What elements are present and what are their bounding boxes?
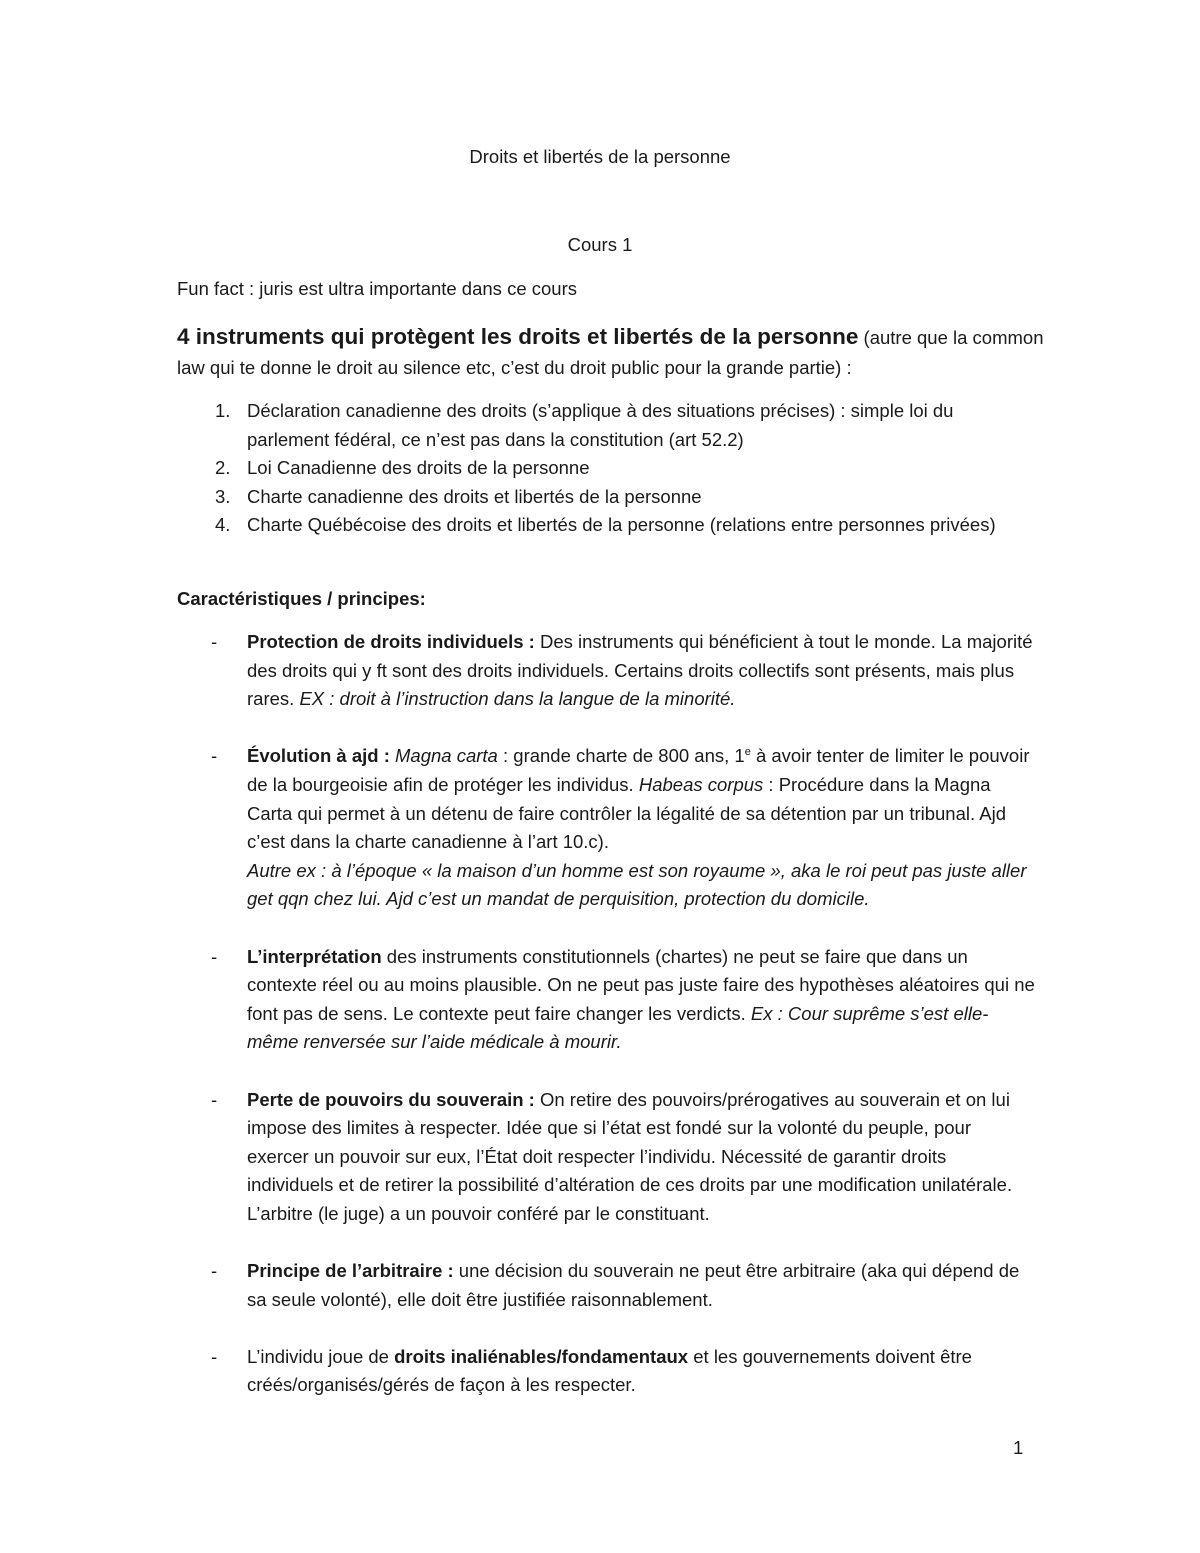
principle-title: Perte de pouvoirs du souverain :	[247, 1088, 535, 1110]
principle-text: : Procédure dans la Magna Carta qui permet à un détenu de faire contrôler la légalité de sa détention par un tribunal. Ajd c’est dans la charte canadienne à l’art 10.c).	[247, 773, 1006, 853]
principles-list	[177, 628, 1037, 1400]
principle-individual	[177, 1343, 1037, 1400]
principle-text: L’individu joue de	[247, 1345, 395, 1367]
instruments-list	[177, 397, 997, 540]
principle-title: Principe de l’arbitraire :	[247, 1260, 454, 1282]
list-number: 4.	[215, 514, 231, 536]
dash-bullet: -	[211, 1260, 218, 1282]
characteristics-heading: Caractéristiques / principes:	[177, 588, 426, 609]
list-item-text: Déclaration canadienne des droits (s’applique à des situations précises) : simple loi du parlement fédéral, ce n’est pas dans la constitution (art 52.2)	[247, 400, 954, 450]
principle-title: droits inaliénables/fondamentaux	[394, 1345, 689, 1367]
list-number: 1.	[215, 400, 231, 421]
fun-fact-line: Fun fact : juris est ultra importante dans ce cours	[177, 278, 577, 299]
principle-example: Ex : Cour suprême s’est elle-même renversée sur l’aide médicale à mourir.	[247, 1002, 989, 1053]
dash-bullet: -	[211, 945, 218, 967]
dash-bullet: -	[211, 631, 218, 652]
magna-carta-term: Magna carta	[395, 745, 498, 767]
list-item	[177, 397, 997, 454]
list-item-text: Charte Québécoise des droits et libertés de la personne (relations entre personnes privées)	[247, 514, 996, 536]
list-number: 3.	[215, 485, 231, 507]
principle-loss-of-power	[177, 1086, 1037, 1229]
habeas-corpus-term: Habeas corpus	[638, 773, 764, 795]
dash-bullet: -	[211, 745, 218, 767]
principle-title: L’interprétation	[247, 945, 382, 967]
list-item	[177, 483, 997, 512]
page-number: 1	[1013, 1437, 1024, 1458]
list-item-text: Loi Canadienne des droits de la personne	[247, 457, 590, 479]
principle-text: et les gouvernements doivent être créés/organisés/gérés de façon à les respecter.	[247, 1345, 972, 1396]
list-item-text: Charte canadienne des droits et libertés de la personne	[247, 485, 702, 507]
list-item	[177, 511, 997, 540]
principle-protection	[177, 628, 1037, 714]
principle-text: : grande charte de 800 ans, 1	[497, 745, 745, 767]
list-item	[177, 454, 997, 483]
ordinal-superscript: e	[744, 746, 751, 759]
principle-example: EX : droit à l’instruction dans la langue de la minorité.	[299, 688, 736, 710]
principle-evolution	[177, 742, 1037, 914]
document-title: Droits et libertés de la personne	[469, 146, 731, 167]
principle-title: Évolution à ajd :	[247, 745, 390, 767]
instruments-heading	[177, 322, 1057, 383]
principle-arbitrary	[177, 1257, 1037, 1314]
dash-bullet: -	[211, 1345, 218, 1367]
instruments-heading-bold: 4 instruments qui protègent les droits et libertés de la personne	[177, 324, 859, 349]
list-number: 2.	[215, 457, 231, 479]
principle-text: On retire des pouvoirs/prérogatives au souverain et on lui impose des limites à respecter. Idée que si l’état est fondé sur la volonté du peuple, pour exercer un pouvoir sur eux, l’État doit respecter l’individu. Nécessité de garantir droits individuels et de retirer la possibilité d’altération de ces droits par une modification unilatérale. L’arbitre (le juge) a un pouvoir conféré par le constituant.	[247, 1088, 1013, 1224]
dash-bullet: -	[211, 1088, 218, 1110]
principle-example: Autre ex : à l’époque « la maison d’un homme est son royaume », aka le roi peut pas juste aller get qqn chez lui. Ajd c’est un mandat de perquisition, protection du domicile.	[247, 859, 1027, 910]
instruments-heading-rest: (autre que la common law qui te donne le droit au silence etc, c’est du droit public pour la grande partie) :	[177, 327, 1044, 378]
principle-text: une décision du souverain ne peut être arbitraire (aka qui dépend de sa seule volonté), elle doit être justifiée raisonnablement.	[247, 1260, 1020, 1310]
principle-interpretation	[177, 943, 1037, 1057]
principle-title: Protection de droits individuels :	[247, 631, 535, 652]
principle-text: des instruments constitutionnels (chartes) ne peut se faire que dans un contexte réel ou au moins plausible. On ne peut pas juste faire des hypothèses aléatoires qui ne font pas de sens. Le contexte peut faire changer les verdicts.	[247, 945, 1035, 1024]
principle-text: Des instruments qui bénéficient à tout le monde. La majorité des droits qui y ft sont des droits individuels. Certains droits collectifs sont présents, mais plus rares.	[247, 631, 1033, 710]
principle-text: à avoir tenter de limiter le pouvoir de la bourgeoisie afin de protéger les individus.	[247, 745, 1030, 795]
course-title: Cours 1	[567, 234, 633, 255]
